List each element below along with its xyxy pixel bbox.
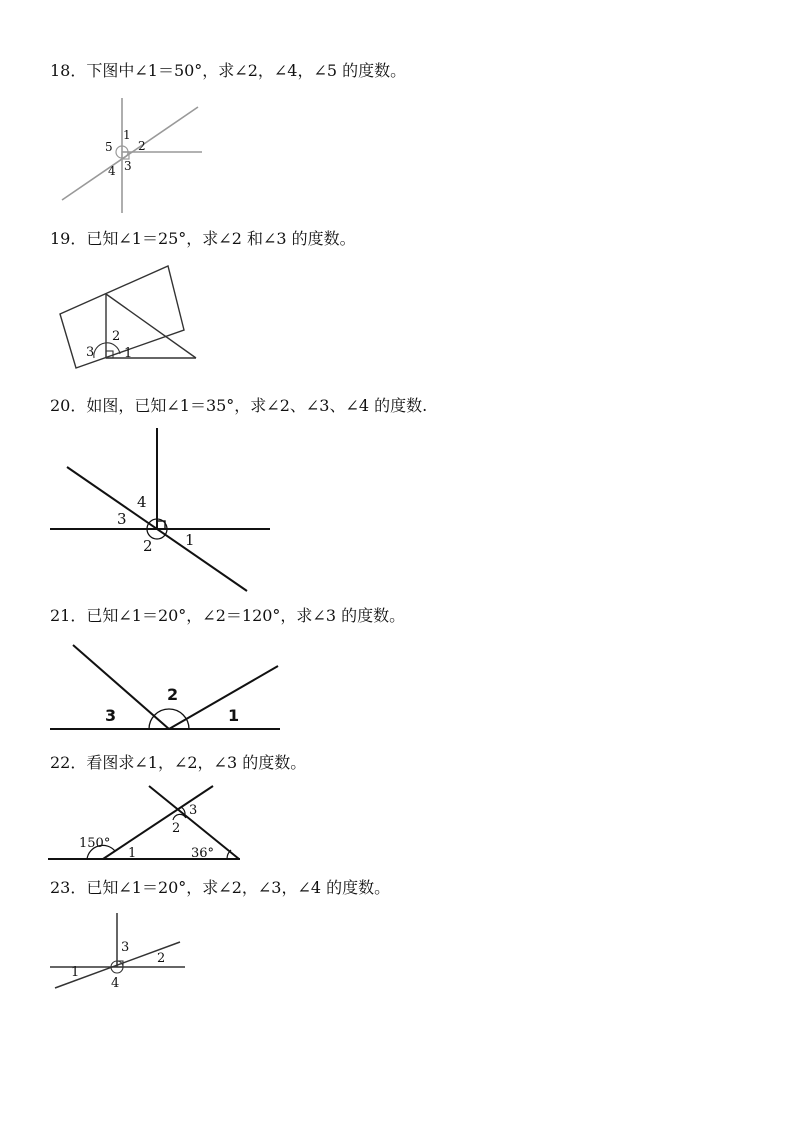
angle-label-4: 4 (137, 493, 147, 511)
angle-label-1: 1 (128, 846, 137, 861)
oblique-line (62, 107, 198, 200)
question-23-text: 23．已知∠1＝20°，求∠2，∠3，∠4 的度数。 (50, 878, 391, 897)
angle-label-3: 3 (86, 345, 95, 360)
angle-label-150: 150° (79, 836, 111, 851)
angle-label-5: 5 (105, 140, 113, 154)
question-20-text: 20．如图，已知∠1＝35°，求∠2、∠3、∠4 的度数. (50, 396, 428, 415)
angle-label-2: 2 (167, 685, 179, 704)
angle-arc-36 (227, 850, 231, 859)
angle-arc (94, 343, 120, 358)
angle-label-2: 2 (157, 951, 166, 966)
angle-label-1: 1 (124, 346, 133, 361)
question-22-figure (45, 780, 255, 870)
angle-label-2: 2 (172, 821, 181, 836)
angle-label-2: 2 (138, 139, 146, 153)
angle-label-1: 1 (228, 706, 240, 725)
question-18-text: 18．下图中∠1＝50°，求∠2，∠4，∠5 的度数。 (50, 61, 407, 80)
angle-label-3: 3 (105, 706, 117, 725)
angle-arc-2 (173, 814, 186, 820)
left-ray (73, 645, 169, 729)
angle-label-3: 3 (189, 803, 198, 818)
angle-label-3: 3 (117, 510, 127, 528)
question-18-figure (50, 95, 220, 220)
question-23-figure (45, 910, 195, 995)
angle-arc (149, 709, 189, 729)
angle-label-1: 1 (71, 965, 80, 980)
angle-label-36: 36° (191, 846, 215, 861)
right-ray (169, 666, 278, 729)
question-19-text: 19．已知∠1＝25°，求∠2 和∠3 的度数。 (50, 229, 356, 248)
angle-label-1: 1 (123, 128, 131, 142)
question-20-figure (45, 425, 280, 595)
rectangle-outline (60, 266, 184, 368)
angle-label-4: 4 (108, 164, 116, 178)
angle-label-4: 4 (111, 976, 120, 991)
question-21-text: 21．已知∠1＝20°，∠2＝120°，求∠3 的度数。 (50, 606, 406, 625)
angle-label-2: 2 (112, 329, 121, 344)
angle-label-3: 3 (121, 940, 130, 955)
angle-label-1: 1 (185, 531, 195, 549)
angle-label-3: 3 (124, 159, 132, 173)
question-21-figure (45, 640, 285, 735)
question-19-figure (50, 262, 210, 372)
question-22-text: 22．看图求∠1，∠2，∠3 的度数。 (50, 753, 307, 772)
angle-label-2: 2 (143, 537, 153, 555)
